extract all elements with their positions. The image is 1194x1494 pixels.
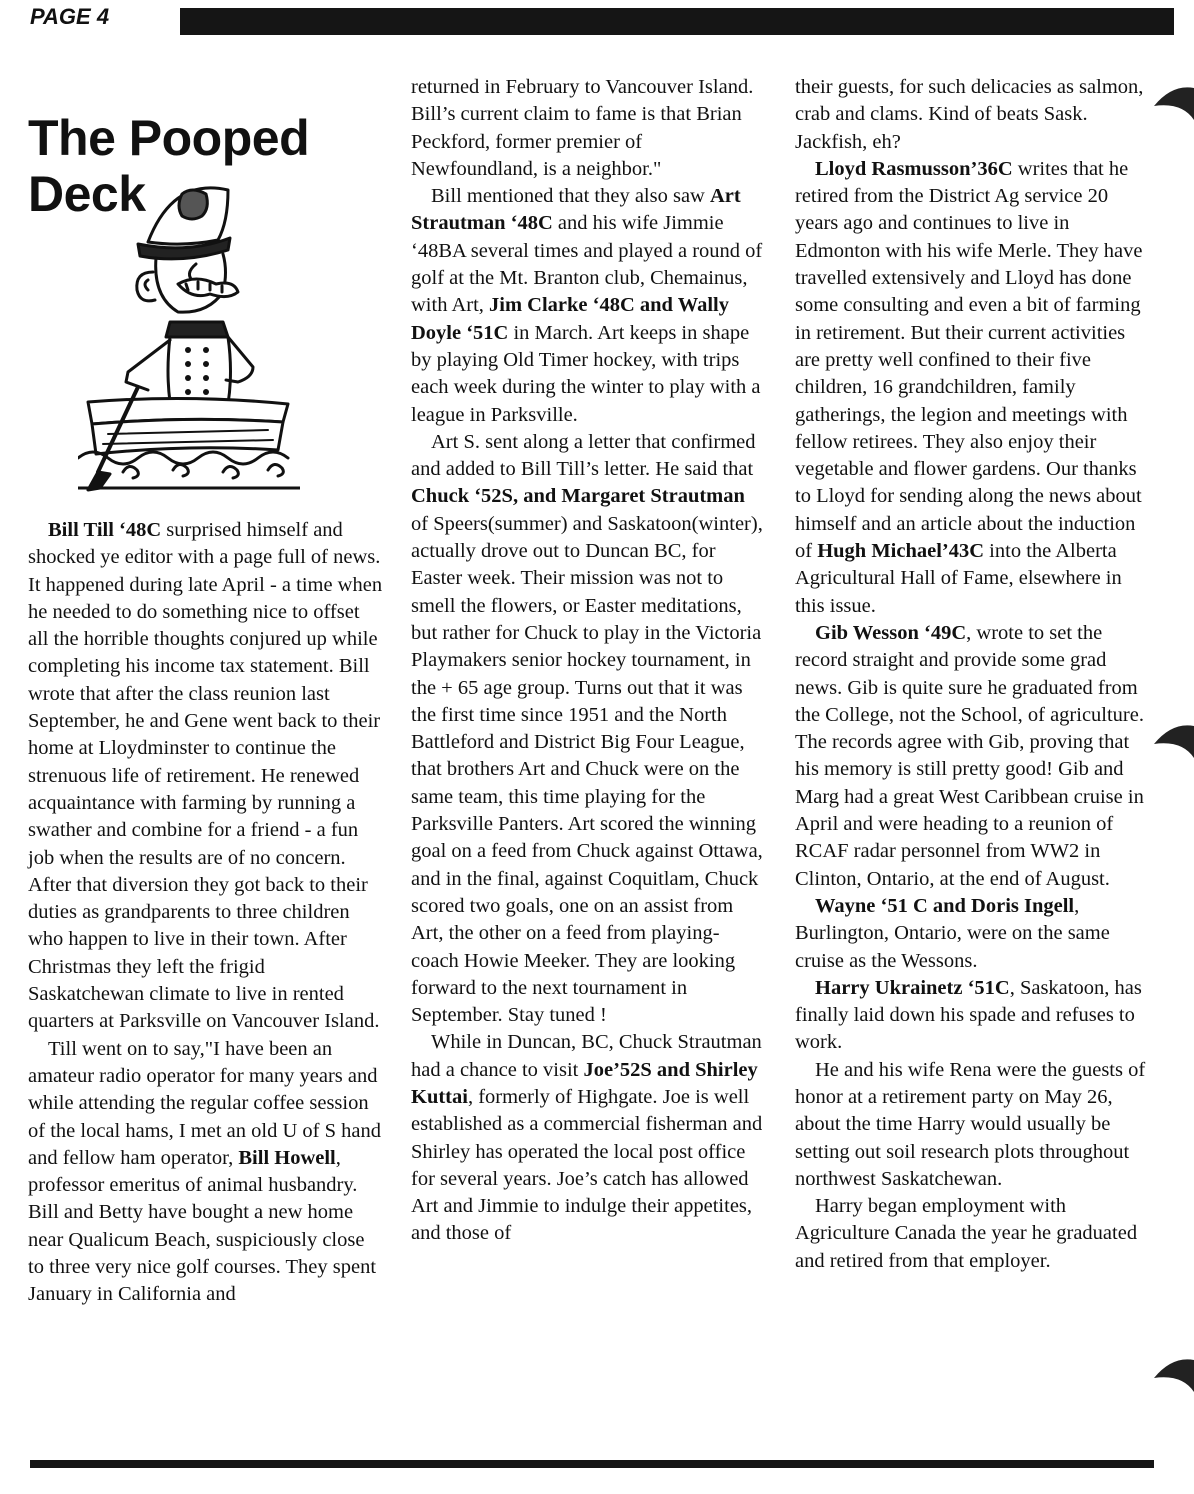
paragraph-text: , Saskatoon, has finally laid down his spade and refuses to work. bbox=[795, 976, 1142, 1054]
paragraph-text: He and his wife Rena were the guests of honor at a retirement party on May 26, about the time Harry would usually be setting out soil research plots throughout northwest Saskatchewan. bbox=[795, 1058, 1146, 1190]
paragraph bbox=[28, 1036, 383, 1309]
footer-bar bbox=[30, 1460, 1154, 1468]
paragraph bbox=[411, 429, 766, 1030]
name-highlight: Joe’52S and Shirley Kuttai bbox=[411, 1058, 758, 1108]
paragraph-text: , professor emeritus of animal husbandry. Bill and Betty have bought a new home near Qualicum Beach, suspiciously close to three very nice golf courses. They spent January in California and bbox=[28, 1146, 377, 1306]
name-highlight: Art Strautman ‘48C bbox=[411, 185, 741, 235]
name-highlight: Bill Till ‘48C bbox=[48, 519, 162, 541]
paragraph-text: , Burlington, Ontario, were on the same cruise as the Wessons. bbox=[795, 894, 1110, 972]
page-label: PAGE 4 bbox=[30, 4, 110, 29]
name-highlight: Chuck ‘52S, and Margaret Strautman bbox=[411, 485, 745, 508]
paragraph-text: of Speers(summer) and Saskatoon(winter), actually drove out to Duncan BC, for Easter week. Their mission was not to smell the flowers, or Easter meditations, but rather for Chuck to play in the Victoria Playmakers senior hockey tournament, in the + 65 age group. Turns out that it was the first time since 1951 and the North Battleford and District Big Four League, that brothers Art and Chuck were on the same team, this time playing for the Parksville Panters. Art scored the winning goal on a feed from Chuck against Ottawa, and in the final, against Coquitlam, Chuck scored two goals, one on an assist from Art, the other on a feed from playing-coach Howie Meeker. They are looking forward to the next tournament in September. Stay tuned ! bbox=[411, 512, 763, 1027]
name-highlight: Lloyd Rasmusson’36C bbox=[815, 157, 1013, 180]
paragraph bbox=[795, 1057, 1150, 1193]
article-column-2 bbox=[411, 74, 766, 1248]
paragraph-text: Art S. sent along a letter that confirmed and added to Bill Till’s letter. He said that bbox=[411, 430, 756, 481]
paragraph-text: into the Alberta Agricultural Hall of Fame, elsewhere in this issue. bbox=[795, 540, 1122, 617]
title-line-2: Deck bbox=[28, 166, 146, 222]
paragraph-text: Till went on to say,"I have been an amateur radio operator for many years and while attending the regular coffee session of the local hams, I met an old U of S hand and fellow ham operator, bbox=[28, 1037, 381, 1169]
paragraph bbox=[411, 1029, 766, 1247]
title-line-1: The Pooped bbox=[28, 110, 310, 166]
paragraph bbox=[795, 620, 1150, 893]
name-highlight: Gib Wesson ‘49C bbox=[815, 621, 967, 644]
name-highlight: Wayne ‘51 C and Doris Ingell bbox=[815, 894, 1075, 917]
name-highlight: Hugh Michael’43C bbox=[817, 540, 985, 563]
header-bar bbox=[180, 8, 1174, 35]
paragraph-text: Harry began employment with Agriculture Canada the year he graduated and retired from that employer. bbox=[795, 1195, 1138, 1272]
paragraph bbox=[795, 893, 1150, 975]
paragraph-text: surprised himself and shocked ye editor with a page full of news. It happened during late April - a time when he needed to do something nice to offset all the horrible thoughts conjured up while completing his income tax statement. Bill wrote that after the class reunion last September, he and Gene went back to their home at Lloydminster to continue the strenuous life of retirement. He renewed acquaintance with farming by running a swather and combine for a friend - a fun job when the results are of no concern. After that diversion they got back to their duties as grandparents to three children who happen to live in their town. After Christmas they left the frigid Saskatchewan climate to live in rented quarters at Parksville on Vancouver Island. bbox=[28, 519, 383, 1033]
name-highlight: Bill Howell bbox=[238, 1146, 336, 1169]
binder-tab-icon bbox=[1152, 718, 1194, 758]
paragraph-text: their guests, for such delicacies as salmon, crab and clams. Kind of beats Sask. Jackfish, eh? bbox=[795, 76, 1144, 153]
paragraph-text: While in Duncan, BC, Chuck Strautman had a chance to visit bbox=[411, 1031, 762, 1081]
paragraph bbox=[795, 156, 1150, 620]
article-column-3 bbox=[795, 74, 1150, 1275]
sailor-rowing-boat-icon bbox=[78, 172, 300, 492]
paragraph-text: in March. Art keeps in shape by playing Old Timer hockey, with trips each week during the winter to play with a league in Parksville. bbox=[411, 321, 761, 426]
paragraph-text: returned in February to Vancouver Island. Bill’s current claim to fame is that Brian Peckford, former premier of Newfoundland, is a neighbor." bbox=[411, 76, 754, 180]
paragraph bbox=[795, 975, 1150, 1057]
paragraph bbox=[795, 1193, 1150, 1275]
paragraph bbox=[28, 517, 383, 1036]
binder-tab-icon bbox=[1152, 1352, 1194, 1392]
paragraph-text: writes that he retired from the District Ag service 20 years ago and continues to live in Edmonton with his wife Merle. They have travelled extensively and Lloyd has done some consulting and even a bit of farming in retirement. But their current activities are pretty well confined to their five children, 16 grandchildren, family gatherings, the legion and meetings with fellow retirees. They also enjoy their vegetable and flower gardens. Our thanks to Lloyd for sending along the news about himself and an article about the induction of bbox=[795, 157, 1143, 563]
name-highlight: Harry Ukrainetz ‘51C bbox=[815, 976, 1010, 999]
paragraph bbox=[411, 74, 766, 183]
article-column-1 bbox=[28, 517, 383, 1309]
name-highlight: Jim Clarke ‘48C and Wally Doyle ‘51C bbox=[411, 294, 729, 344]
paragraph bbox=[411, 183, 766, 429]
paragraph-text: , wrote to set the record straight and provide some grad news. Gib is quite sure he graduated from the College, not the School, of agriculture. The records agree with Gib, proving that his memory is still pretty good! Gib and Marg had a great West Caribbean cruise in April and were heading to a reunion of RCAF radar personnel from WW2 in Clinton, Ontario, at the end of August. bbox=[795, 621, 1144, 890]
binder-tab-icon bbox=[1152, 80, 1194, 120]
paragraph-text: Bill mentioned that they also saw bbox=[431, 185, 710, 208]
paragraph-text: , formerly of Highgate. Joe is well established as a commercial fisherman and Shirley has operated the local post office for several years. Joe’s catch has allowed Art and Jimmie to indulge their appetites, and those of bbox=[411, 1085, 763, 1245]
paragraph bbox=[795, 74, 1150, 156]
paragraph-text: and his wife Jimmie ‘48BA several times and played a round of golf at the Mt. Branton club, Chemainus, with Art, bbox=[411, 212, 763, 317]
